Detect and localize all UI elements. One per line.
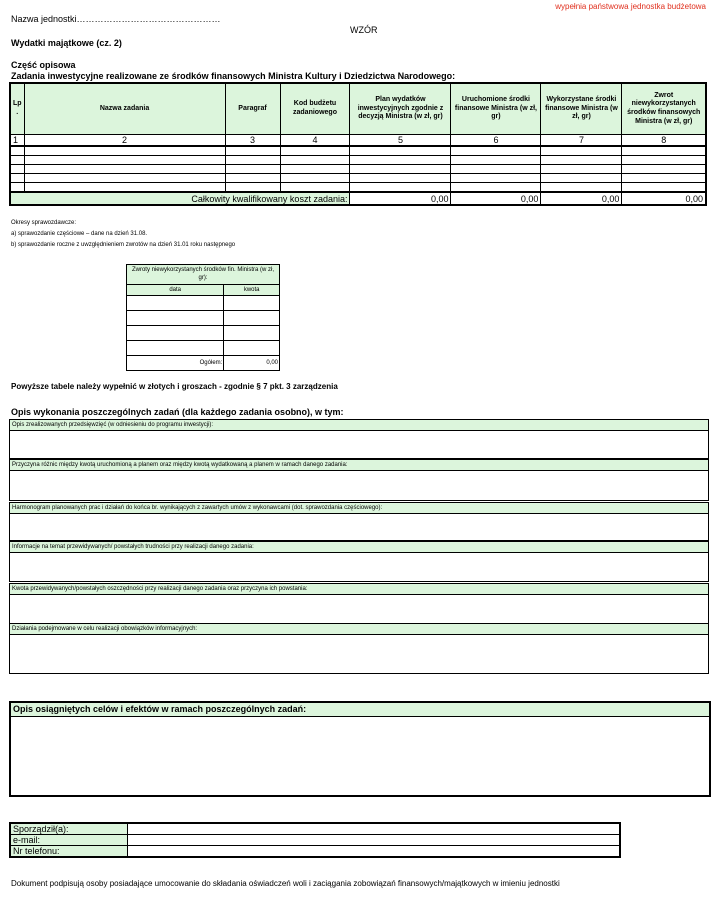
description-label: Przyczyna różnic między kwotą uruchomioną a planem oraz między kwotą wydatkowaną a planem w ramach danego zadania:	[10, 460, 708, 471]
col-header-returned: Zwrot niewykorzystanych środków finansowych Ministra (w zł, gr)	[622, 83, 706, 135]
goals-block	[9, 701, 711, 797]
goals-field[interactable]	[11, 717, 709, 795]
period-b: b) sprawozdanie roczne z uwzględnieniem zwrotów na dzień 31.01 roku następnego	[11, 242, 236, 248]
description-label: Działania podejmowane w celu realizacji obowiązków informacyjnych:	[10, 624, 708, 635]
phone-label: Nr telefonu:	[10, 846, 128, 858]
description-block	[9, 459, 709, 501]
returns-sum-value: 0,00	[224, 356, 280, 371]
description-label: Kwota przewidywanych/powstałych oszczędności przy realizacji danego zadania oraz przyczyna ich powstania:	[10, 584, 708, 595]
filled-by-note: wypełnia państwowa jednostka budżetowa	[555, 2, 706, 11]
table-row[interactable]	[127, 311, 280, 326]
col-number: 1	[10, 135, 24, 147]
prepared-by-label: Sporządził(a):	[10, 823, 128, 835]
total-returned: 0,00	[622, 192, 706, 205]
col-header-date: data	[127, 284, 224, 295]
col-number: 3	[225, 135, 280, 147]
table-row[interactable]	[10, 146, 706, 156]
col-header-paragraph: Paragraf	[225, 83, 280, 135]
table-row[interactable]	[10, 156, 706, 165]
total-launched: 0,00	[451, 192, 541, 205]
col-number: 8	[622, 135, 706, 147]
periods-title: Okresy sprawozdawcze:	[11, 220, 77, 226]
table-header-row	[10, 83, 706, 135]
returns-table-title: Zwroty niewykorzystanych środków fin. Ministra (w zł, gr):	[127, 265, 280, 285]
signature-table	[9, 822, 621, 858]
table-row[interactable]	[10, 183, 706, 193]
col-header-lp: Lp .	[10, 83, 24, 135]
total-row	[10, 192, 706, 205]
col-number: 4	[280, 135, 350, 147]
col-header-used: Wykorzystane środki finansowe Ministra (w zł, gr)	[541, 83, 622, 135]
col-header-plan: Plan wydatków inwestycyjnych zgodnie z decyzją Ministra (w zł, gr)	[350, 83, 451, 135]
col-header-amount: kwota	[224, 284, 280, 295]
footer-note: Dokument podpisują osoby posiadające umocowanie do składania oświadczeń woli i zaciągania zobowiązań finansowych/majątkowych w imieniu jednostki	[11, 879, 560, 888]
table-row[interactable]	[127, 326, 280, 341]
template-label: WZÓR	[350, 25, 378, 35]
description-label: Informacje na temat przewidywanych/ powstałych trudności przy realizacji danego zadania:	[10, 542, 708, 553]
returns-table	[126, 264, 280, 371]
returns-sum-label: Ogółem:	[127, 356, 224, 371]
phone-field[interactable]	[128, 846, 621, 858]
description-title: Opis wykonania poszczególnych zadań (dla każdego zadania osobno), w tym:	[11, 407, 344, 417]
description-field[interactable]	[10, 553, 708, 581]
table-row[interactable]	[127, 296, 280, 311]
total-used: 0,00	[541, 192, 622, 205]
description-label: Opis zrealizowanych przedsięwzięć (w odniesieniu do programu inwestycji):	[10, 420, 708, 431]
table-row[interactable]	[10, 165, 706, 174]
fill-note: Powyższe tabele należy wypełnić w złotych i groszach - zgodnie § 7 pkt. 3 zarządzenia	[11, 382, 338, 391]
col-number: 7	[541, 135, 622, 147]
col-header-launched: Uruchomione środki finansowe Ministra (w zł, gr)	[451, 83, 541, 135]
page-title: Wydatki majątkowe (cz. 2)	[11, 38, 122, 48]
prepared-by-field[interactable]	[128, 823, 621, 835]
description-block	[9, 623, 709, 674]
section-subtitle: Zadania inwestycyjne realizowane ze środków finansowych Ministra Kultury i Dziedzictwa Narodowego:	[11, 71, 456, 81]
goals-title: Opis osiągniętych celów i efektów w ramach poszczególnych zadań:	[11, 703, 709, 717]
email-label: e-mail:	[10, 835, 128, 846]
col-number: 6	[451, 135, 541, 147]
description-block	[9, 502, 709, 541]
total-plan: 0,00	[350, 192, 451, 205]
investment-tasks-table	[9, 82, 707, 206]
description-field[interactable]	[10, 595, 708, 623]
col-number: 2	[24, 135, 225, 147]
description-block	[9, 583, 709, 624]
description-block	[9, 419, 709, 459]
description-field[interactable]	[10, 514, 708, 540]
col-header-task-name: Nazwa zadania	[24, 83, 225, 135]
col-number: 5	[350, 135, 451, 147]
col-header-budget-code: Kod budżetu zadaniowego	[280, 83, 350, 135]
column-number-row	[10, 135, 706, 147]
period-a: a) sprawozdanie częściowe – dane na dzień 31.08.	[11, 231, 148, 237]
description-block	[9, 541, 709, 582]
unit-name-label: Nazwa jednostki…………………………………………	[11, 14, 221, 24]
email-field[interactable]	[128, 835, 621, 846]
section-title: Część opisowa	[11, 60, 76, 70]
description-label: Harmonogram planowanych prac i działań do końca br. wynikających z zawartych umów z wykonawcami (dot. sprawozdania częściowego):	[10, 503, 708, 514]
description-field[interactable]	[10, 471, 708, 500]
description-field[interactable]	[10, 635, 708, 673]
table-row[interactable]	[127, 341, 280, 356]
description-field[interactable]	[10, 431, 708, 458]
total-label: Całkowity kwalifikowany koszt zadania:	[10, 192, 350, 205]
table-row[interactable]	[10, 174, 706, 183]
